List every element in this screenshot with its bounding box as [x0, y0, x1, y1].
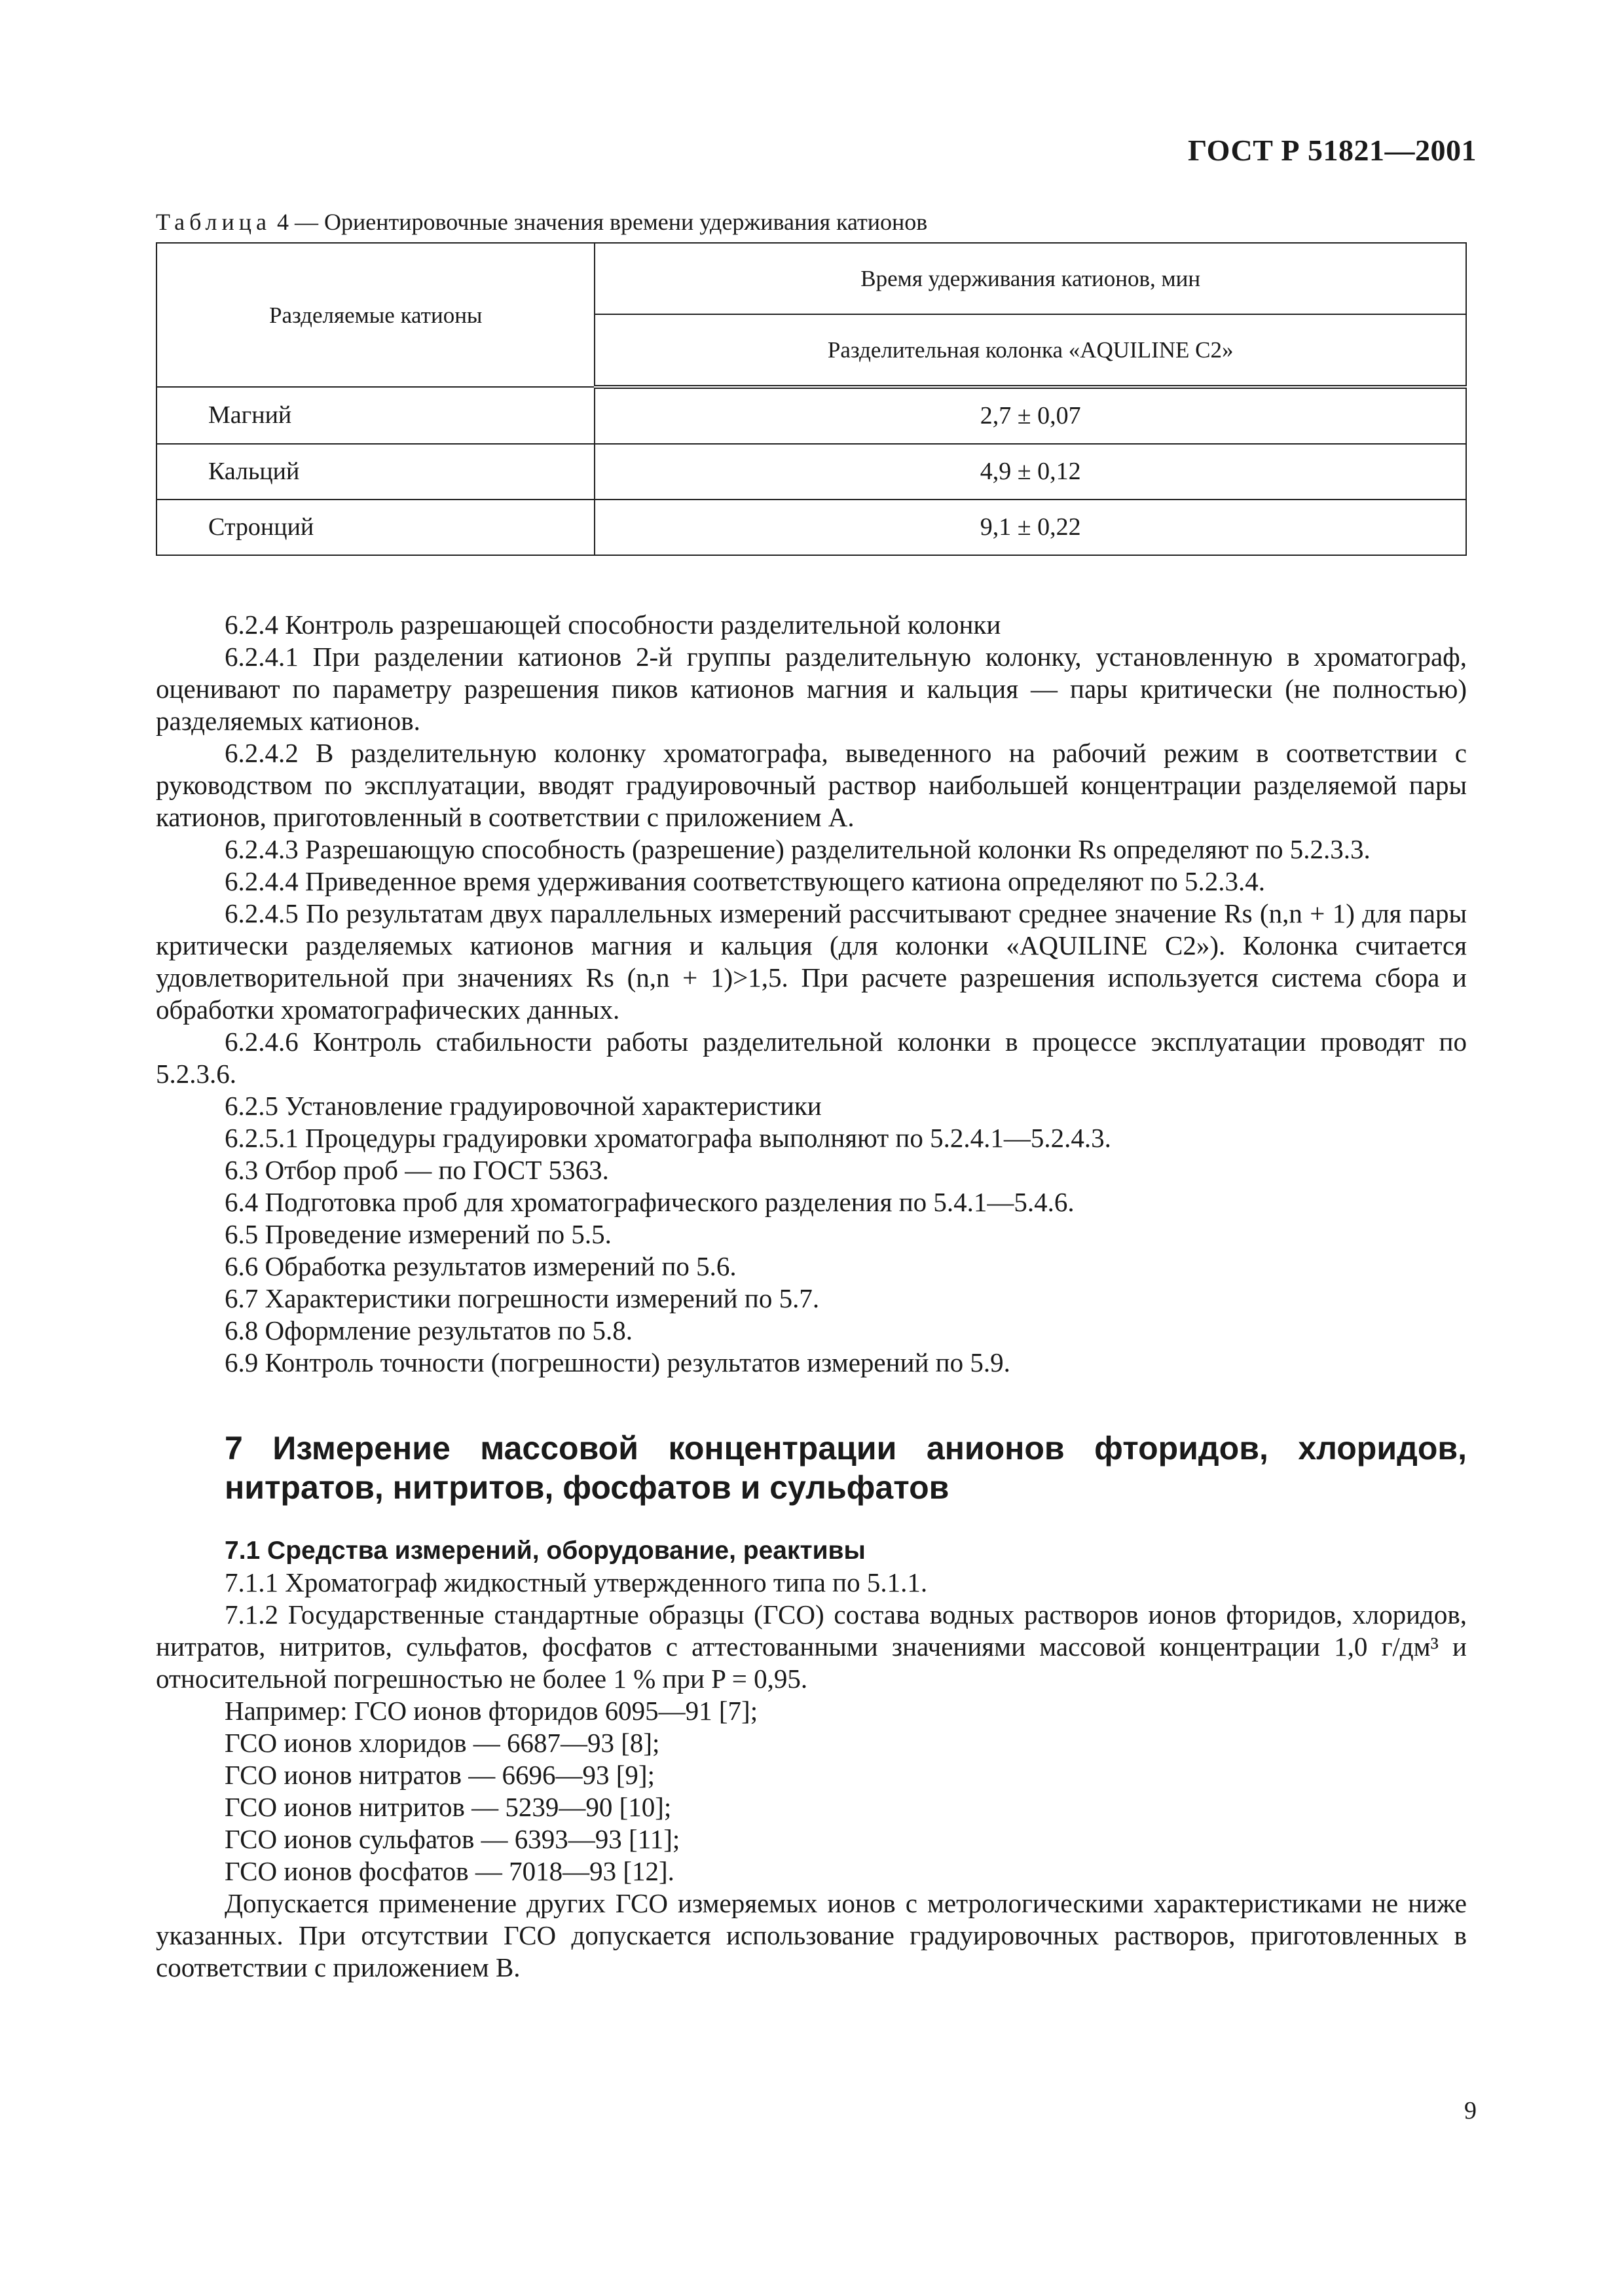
paragraph: ГСО ионов сульфатов — 6393—93 [11]; [225, 1824, 680, 1854]
paragraph: 6.6 Обработка результатов измерений по 5.6. [225, 1251, 737, 1281]
paragraph: ГСО ионов хлоридов — 6687—93 [8]; [225, 1728, 660, 1758]
paragraph: 6.2.4.4 Приведенное время удерживания соответствующего катиона определяют по 5.2.3.4. [225, 866, 1266, 896]
paragraph: 6.2.4.1 При разделении катионов 2-й группы разделительную колонку, установленную в хроматограф, оценивают по параметру разрешения пиков катионов магния и кальция — пары критически (не полностью) разделяемых катионов. [156, 642, 1467, 736]
paragraph: 6.4 Подготовка проб для хроматографического разделения по 5.4.1—5.4.6. [225, 1187, 1075, 1217]
paragraph: ГСО ионов фосфатов — 7018—93 [12]. [225, 1856, 674, 1886]
paragraph: 6.2.4.3 Разрешающую способность (разрешение) разделительной колонки Rs определяют по 5.2.3.3. [225, 834, 1371, 864]
retention-value: 2,7 ± 0,07 [595, 387, 1466, 444]
table-row [157, 444, 1466, 500]
paragraph: 6.2.5 Установление градуировочной характеристики [225, 1091, 822, 1121]
table-row [157, 387, 1466, 444]
document-code-header: ГОСТ Р 51821—2001 [1188, 134, 1477, 167]
paragraph: Допускается применение других ГСО измеряемых ионов с метрологическими характеристиками не ниже указанных. При отсутствии ГСО допускается использование градуировочных растворов, приготовленных в соответствии с приложением В. [156, 1888, 1467, 1982]
paragraph: 6.8 Оформление результатов по 5.8. [225, 1315, 633, 1345]
table-caption [156, 206, 927, 238]
retention-value: 9,1 ± 0,22 [595, 500, 1466, 555]
paragraph: ГСО ионов нитритов — 5239—90 [10]; [225, 1792, 672, 1822]
table-row [157, 500, 1466, 555]
section-7-1-title: 7.1 Средства измерений, оборудование, реактивы [225, 1537, 866, 1565]
paragraph: 6.7 Характеристики погрешности измерений по 5.7. [225, 1283, 820, 1313]
section-7-title: 7 Измерение массовой концентрации анионов фторидов, хлоридов, нитратов, нитритов, фосфатов и сульфатов [225, 1430, 1467, 1506]
col-header-retention-time: Время удерживания катионов, мин [595, 243, 1466, 314]
paragraph: 6.2.4.6 Контроль стабильности работы разделительной колонки в процессе эксплуатации проводят по 5.2.3.6. [156, 1027, 1467, 1089]
body-text [156, 609, 1467, 1984]
cation-name: Стронций [157, 500, 595, 555]
paragraph: 6.2.4 Контроль разрешающей способности разделительной колонки [225, 610, 1001, 640]
paragraph: 6.3 Отбор проб — по ГОСТ 5363. [225, 1155, 609, 1185]
page-number: 9 [1464, 2097, 1477, 2124]
table-header-row [157, 243, 1466, 314]
paragraph: 6.9 Контроль точности (погрешности) результатов измерений по 5.9. [225, 1347, 1010, 1377]
paragraph: ГСО ионов нитратов — 6696—93 [9]; [225, 1760, 655, 1790]
cation-retention-table [156, 242, 1467, 556]
retention-value: 4,9 ± 0,12 [595, 444, 1466, 500]
paragraph: 6.2.4.5 По результатам двух параллельных измерений рассчитывают среднее значение Rs (n,n + 1) для пары критически разделяемых катионов магния и кальция (для колонки «AQUILINE C2»). Колонка считается удовлетворительной при значениях Rs (n,n + 1)>1,5. При расчете разрешения используется система сбора и обработки хроматографических данных. [156, 898, 1467, 1025]
paragraph: 6.2.4.2 В разделительную колонку хроматографа, выведенного на рабочий режим в соответствии с руководством по эксплуатации, вводят градуировочный раствор наибольшей концентрации разделяемой пары катионов, приготовленный в соответствии с приложением А. [156, 738, 1467, 832]
paragraph: 6.2.5.1 Процедуры градуировки хроматографа выполняют по 5.2.4.1—5.2.4.3. [225, 1123, 1111, 1153]
cation-name: Кальций [157, 444, 595, 500]
cation-name: Магний [157, 387, 595, 444]
paragraph: 6.5 Проведение измерений по 5.5. [225, 1219, 612, 1249]
paragraph: 7.1.1 Хроматограф жидкостный утвержденного типа по 5.1.1. [225, 1567, 928, 1597]
paragraph: Например: ГСО ионов фторидов 6095—91 [7]; [225, 1696, 758, 1726]
col-subheader-column: Разделительная колонка «AQUILINE C2» [595, 314, 1466, 387]
col-header-cations: Разделяемые катионы [157, 243, 595, 387]
paragraph: 7.1.2 Государственные стандартные образцы (ГСО) состава водных растворов ионов фторидов, хлоридов, нитратов, нитритов, сульфатов, фосфатов с аттестованными значениями массовой концентрации 1,0 г/дм³ и относительной погрешностью не более 1 % при P = 0,95. [156, 1599, 1467, 1694]
table-caption-text: 4 — Ориентировочные значения времени удерживания катионов [270, 209, 928, 235]
table-caption-label: Таблица [156, 209, 271, 235]
